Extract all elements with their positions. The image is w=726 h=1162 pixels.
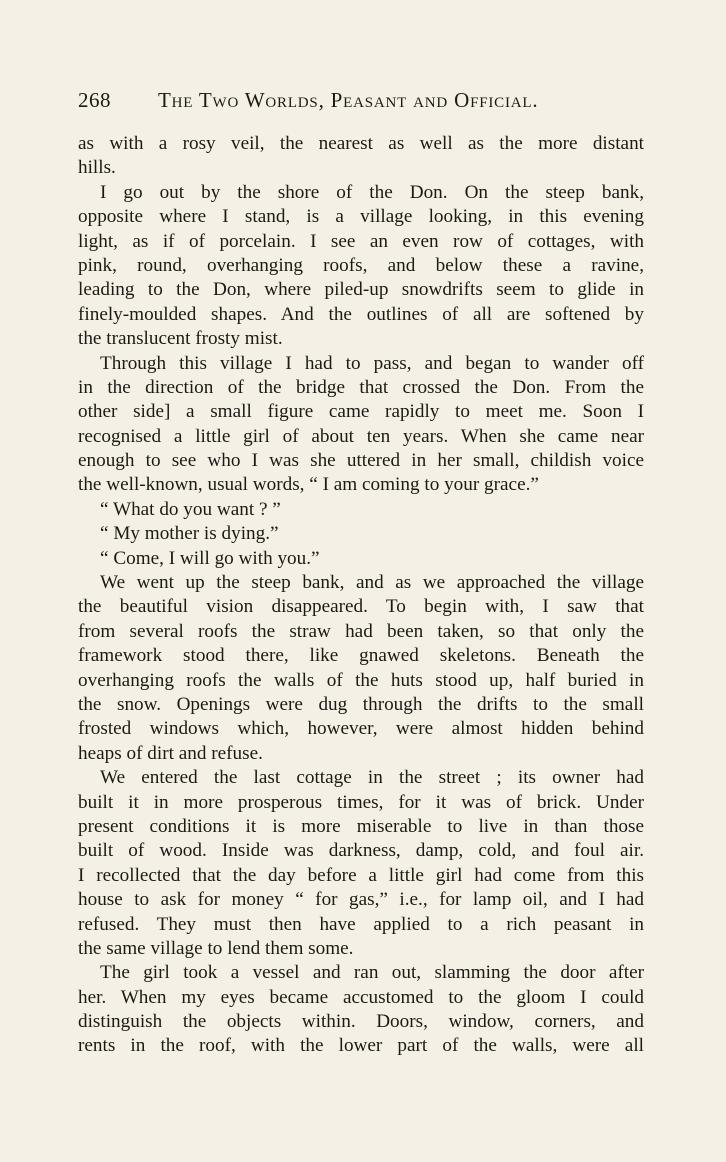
text-line: pink, round, overhanging roofs, and below these a ravine, [78,254,644,276]
text-line: built of wood. Inside was darkness, damp, cold, and foul air. [78,840,644,862]
text-line: frosted windows which, however, were almost hidden behind [78,718,644,740]
text-line: light, as if of porcelain. I see an even row of cottages, with [78,230,644,252]
text-line: “ Come, I will go with you.” [100,547,320,569]
text-line: distinguish the objects within. Doors, window, corners, and [78,1011,644,1033]
text-line: present conditions it is more miserable to live in than those [78,815,644,837]
text-line: finely-moulded shapes. And the outlines of all are softened by [78,303,644,325]
text-line: the snow. Openings were dug through the drifts to the small [78,693,644,715]
text-line: framework stood there, like gnawed skeletons. Beneath the [78,645,644,667]
text-line: I go out by the shore of the Don. On the steep bank, [100,181,644,203]
text-line: heaps of dirt and refuse. [78,742,263,764]
text-line: rents in the roof, with the lower part of the walls, were all [78,1035,644,1057]
text-line: Through this village I had to pass, and began to wander off [100,352,644,374]
text-line: hills. [78,157,116,179]
text-line: The girl took a vessel and ran out, slamming the door after [100,962,644,984]
text-line: I recollected that the day before a little girl had come from this [78,864,644,886]
text-line: We entered the last cottage in the street ; its owner had [100,767,644,789]
text-line: overhanging roofs the walls of the huts stood up, half buried in [78,669,644,691]
text-line: the translucent frosty mist. [78,328,283,350]
page-header [78,88,648,118]
text-line: built it in more prosperous times, for it was of brick. Under [78,791,644,813]
text-line: the beautiful vision disappeared. To begin with, I saw that [78,596,644,618]
text-line: as with a rosy veil, the nearest as well as the more distant [78,133,644,154]
text-line: other side] a small figure came rapidly to meet me. Soon I [78,401,644,423]
text-line: opposite where I stand, is a village looking, in this evening [78,206,644,228]
text-line: the same village to lend them some. [78,937,354,959]
page-number: 268 [78,88,111,112]
body-text [78,132,644,1059]
text-line: leading to the Don, where piled-up snowdrifts seem to glide in [78,279,644,301]
running-title: The Two Worlds, Peasant and Official. [158,88,539,112]
text-line: “ What do you want ? ” [100,498,281,520]
text-line: her. When my eyes became accustomed to the gloom I could [78,986,644,1008]
text-line: from several roofs the straw had been taken, so that only the [78,620,644,642]
text-line: “ My mother is dying.” [100,523,279,545]
text-line: the well-known, usual words, “ I am coming to your grace.” [78,474,539,496]
text-line: recognised a little girl of about ten years. When she came near [78,425,644,447]
text-line: house to ask for money “ for gas,” i.e., for lamp oil, and I had [78,889,644,911]
text-line: enough to see who I was she uttered in her small, childish voice [78,450,644,472]
text-line: refused. They must then have applied to a rich peasant in [78,913,644,935]
text-line: in the direction of the bridge that crossed the Don. From the [78,376,644,398]
text-line: We went up the steep bank, and as we approached the village [100,572,644,594]
